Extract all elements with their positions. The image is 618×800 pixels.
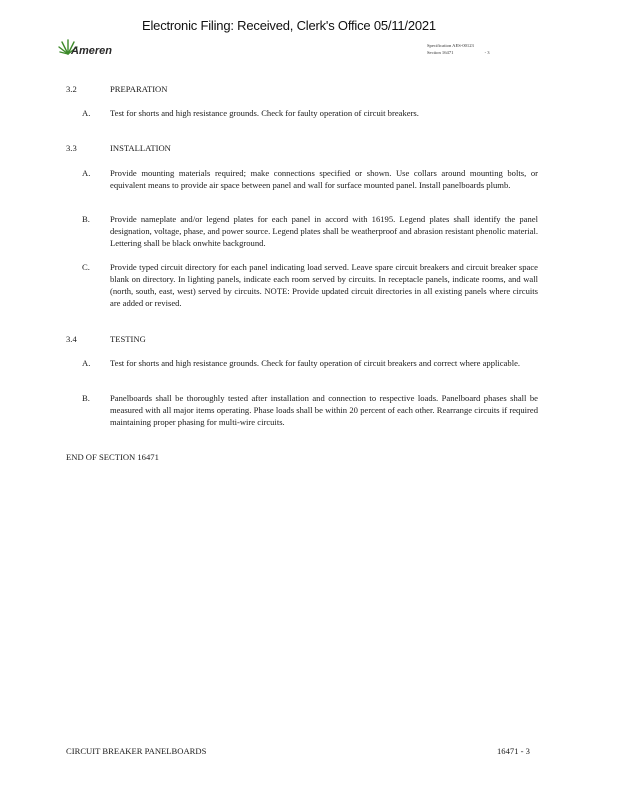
item-text: Provide typed circuit directory for each panel indicating load served. Leave spare circuit breakers and circuit breaker space blank on directory. In lighting panels, indicate each room served by circuits. In receptacle panels, indicate rooms, and wall (north, south, east, west) served by circuits. NOTE: Provide updated circuit directories in all existing panels where circuits are added or revised. <box>110 262 538 308</box>
section-number: 3.4 <box>66 334 77 344</box>
filing-stamp: Electronic Filing: Received, Clerk's Office 05/11/2021 <box>142 18 436 33</box>
header-page-number: - 3 <box>484 50 490 55</box>
item-text: Provide mounting materials required; make connections specified or shown. Use collars around mounting bolts, or equivalent means to provide air space between panel and wall for surface mounted panel. Install panelboards plumb. <box>110 168 538 190</box>
spec-header <box>427 42 490 56</box>
section-title: TESTING <box>110 334 146 344</box>
item-letter: A. <box>82 108 91 118</box>
section-title: INSTALLATION <box>110 143 171 153</box>
footer-title: CIRCUIT BREAKER PANELBOARDS <box>66 746 207 756</box>
item-letter: A. <box>82 168 91 178</box>
item-text: Provide nameplate and/or legend plates for each panel in accord with 16195. Legend plates shall identify the panel designation, voltage, phase, and power source. Legend plates shall be weatherproof and abrasion resistant phenolic material. Lettering shall be black onwhite background. <box>110 214 538 248</box>
item-letter: B. <box>82 393 90 403</box>
item-text: Panelboards shall be thoroughly tested after installation and connection to respective loads. Panelboard phases shall be measured with all major items operating. Phase loads shall be within 20 percent of each other. Rearrange circuits if required maintaining proper phasing for multi-wire circuits. <box>110 393 538 427</box>
item-letter: C. <box>82 262 90 272</box>
logo-text: Ameren <box>71 45 112 57</box>
spec-number: Specification AES-00123 <box>427 43 474 48</box>
ameren-logo <box>58 38 118 62</box>
item-text: Test for shorts and high resistance grounds. Check for faulty operation of circuit breakers and correct where applicable. <box>110 358 521 368</box>
item-letter: A. <box>82 358 91 368</box>
footer-page-number: 16471 - 3 <box>497 746 530 756</box>
end-of-section: END OF SECTION 16471 <box>66 452 159 462</box>
section-number: 3.3 <box>66 143 77 153</box>
section-number: Section 16471 <box>427 50 454 55</box>
item-text: Test for shorts and high resistance grounds. Check for faulty operation of circuit breakers. <box>110 108 419 118</box>
item-letter: B. <box>82 214 90 224</box>
section-number: 3.2 <box>66 84 77 94</box>
section-title: PREPARATION <box>110 84 168 94</box>
